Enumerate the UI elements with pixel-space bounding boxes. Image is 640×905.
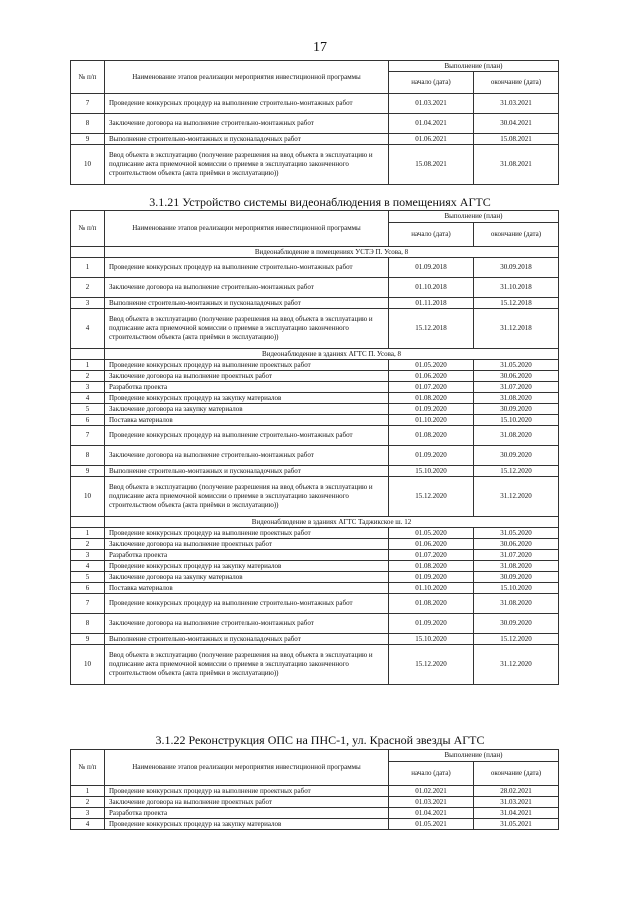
stage-name: Заключение договора на выполнение проектных работ [105, 797, 389, 808]
group-spacer [71, 247, 105, 258]
table-row [71, 561, 559, 572]
row-number: 3 [71, 298, 105, 309]
stage-name: Проведение конкурсных процедур на закупку материалов [105, 393, 389, 404]
end-date: 30.09.2018 [474, 258, 559, 278]
row-number: 4 [71, 309, 105, 349]
row-number: 1 [71, 258, 105, 278]
start-date: 15.12.2020 [389, 645, 474, 685]
start-date: 01.05.2020 [389, 528, 474, 539]
end-date: 30.04.2021 [474, 114, 559, 134]
table-row [71, 114, 559, 134]
stage-name: Заключение договора на выполнение проектных работ [105, 539, 389, 550]
end-date: 31.10.2018 [474, 278, 559, 298]
table-row [71, 360, 559, 371]
start-date: 15.10.2020 [389, 466, 474, 477]
end-date: 31.03.2021 [474, 797, 559, 808]
stage-name: Проведение конкурсных процедур на выполнение строительно-монтажных работ [105, 426, 389, 446]
table-row [71, 594, 559, 614]
table-row [71, 404, 559, 415]
start-date: 01.09.2020 [389, 572, 474, 583]
start-date: 01.10.2020 [389, 415, 474, 426]
table-row [71, 278, 559, 298]
table2-body [71, 247, 559, 685]
stage-name: Поставка материалов [105, 415, 389, 426]
row-number: 2 [71, 371, 105, 382]
row-number: 8 [71, 614, 105, 634]
end-date: 31.08.2020 [474, 561, 559, 572]
table-row [71, 572, 559, 583]
start-date: 01.07.2020 [389, 382, 474, 393]
stage-name: Выполнение строительно-монтажных и пусконаладочных работ [105, 634, 389, 645]
row-number: 2 [71, 539, 105, 550]
table-row [71, 808, 559, 819]
end-date: 30.09.2020 [474, 446, 559, 466]
row-number: 4 [71, 561, 105, 572]
stage-name: Проведение конкурсных процедур на выполнение строительно-монтажных работ [105, 94, 389, 114]
group-spacer [71, 517, 105, 528]
end-date: 31.12.2018 [474, 309, 559, 349]
start-date: 01.09.2020 [389, 614, 474, 634]
row-number: 6 [71, 583, 105, 594]
row-number: 9 [71, 134, 105, 145]
header-exec: Выполнение (план) [389, 211, 559, 223]
row-number: 5 [71, 572, 105, 583]
header-exec: Выполнение (план) [389, 750, 559, 762]
start-date: 01.04.2021 [389, 114, 474, 134]
stage-name: Заключение договора на выполнение строительно-монтажных работ [105, 114, 389, 134]
row-number: 6 [71, 415, 105, 426]
end-date: 30.09.2020 [474, 614, 559, 634]
table-row [71, 382, 559, 393]
start-date: 01.05.2020 [389, 360, 474, 371]
table-row [71, 309, 559, 349]
start-date: 01.05.2021 [389, 819, 474, 830]
table-row [71, 415, 559, 426]
table-ops-reconstruction [70, 749, 559, 830]
table-row [71, 371, 559, 382]
stage-name: Заключение договора на закупку материалов [105, 404, 389, 415]
stage-name: Заключение договора на выполнение строительно-монтажных работ [105, 614, 389, 634]
start-date: 01.09.2018 [389, 258, 474, 278]
row-number: 5 [71, 404, 105, 415]
stage-name: Разработка проекта [105, 550, 389, 561]
group-title: Видеонаблюдение в зданиях АГТС П. Усова, 8 [105, 349, 559, 360]
end-date: 15.12.2020 [474, 466, 559, 477]
start-date: 01.03.2021 [389, 797, 474, 808]
row-number: 1 [71, 528, 105, 539]
stage-name: Выполнение строительно-монтажных и пусконаладочных работ [105, 134, 389, 145]
row-number: 10 [71, 477, 105, 517]
stage-name: Проведение конкурсных процедур на закупку материалов [105, 561, 389, 572]
stage-name: Проведение конкурсных процедур на выполнение проектных работ [105, 528, 389, 539]
start-date: 01.06.2020 [389, 539, 474, 550]
header-start: начало (дата) [389, 762, 474, 786]
header-start: начало (дата) [389, 223, 474, 247]
row-number: 8 [71, 114, 105, 134]
start-date: 01.09.2020 [389, 446, 474, 466]
start-date: 01.04.2021 [389, 808, 474, 819]
header-num: № п/п [71, 61, 105, 94]
table-row [71, 134, 559, 145]
row-number: 9 [71, 634, 105, 645]
stage-name: Заключение договора на выполнение строительно-монтажных работ [105, 278, 389, 298]
start-date: 01.08.2020 [389, 561, 474, 572]
table-row [71, 477, 559, 517]
table-row [71, 466, 559, 477]
start-date: 01.08.2020 [389, 426, 474, 446]
start-date: 01.02.2021 [389, 786, 474, 797]
header-name: Наименование этапов реализации мероприятия инвестиционной программы [105, 750, 389, 786]
table-stages-continued [70, 60, 559, 185]
end-date: 31.03.2021 [474, 94, 559, 114]
start-date: 01.03.2021 [389, 94, 474, 114]
table-row [71, 426, 559, 446]
start-date: 01.06.2021 [389, 134, 474, 145]
stage-name: Ввод объекта в эксплуатацию (получение разрешения на ввод объекта в эксплуатацию и подписание акта приемочной комиссии о приемке в эксплуатацию законченного строительством объекта (акта приёмки в эксплуатацию)) [105, 477, 389, 517]
row-number: 9 [71, 466, 105, 477]
end-date: 31.07.2020 [474, 382, 559, 393]
stage-name: Проведение конкурсных процедур на выполнение проектных работ [105, 786, 389, 797]
end-date: 30.09.2020 [474, 572, 559, 583]
table1-body [71, 94, 559, 185]
stage-name: Заключение договора на выполнение проектных работ [105, 371, 389, 382]
row-number: 3 [71, 808, 105, 819]
row-number: 1 [71, 360, 105, 371]
row-number: 7 [71, 426, 105, 446]
end-date: 15.12.2018 [474, 298, 559, 309]
row-number: 10 [71, 645, 105, 685]
table-row [71, 550, 559, 561]
end-date: 31.05.2021 [474, 819, 559, 830]
header-num: № п/п [71, 750, 105, 786]
end-date: 15.08.2021 [474, 134, 559, 145]
end-date: 31.05.2020 [474, 360, 559, 371]
row-number: 7 [71, 94, 105, 114]
stage-name: Выполнение строительно-монтажных и пусконаладочных работ [105, 298, 389, 309]
stage-name: Проведение конкурсных процедур на закупку материалов [105, 819, 389, 830]
stage-name: Выполнение строительно-монтажных и пусконаладочных работ [105, 466, 389, 477]
header-name: Наименование этапов реализации мероприятия инвестиционной программы [105, 211, 389, 247]
row-number: 10 [71, 145, 105, 185]
start-date: 01.06.2020 [389, 371, 474, 382]
row-number: 3 [71, 382, 105, 393]
stage-name: Разработка проекта [105, 808, 389, 819]
table-row [71, 298, 559, 309]
start-date: 15.12.2020 [389, 477, 474, 517]
header-end: окончание (дата) [474, 223, 559, 247]
stage-name: Разработка проекта [105, 382, 389, 393]
end-date: 30.09.2020 [474, 404, 559, 415]
end-date: 28.02.2021 [474, 786, 559, 797]
end-date: 31.08.2020 [474, 426, 559, 446]
table-row [71, 645, 559, 685]
table-row [71, 94, 559, 114]
stage-name: Ввод объекта в эксплуатацию (получение разрешения на ввод объекта в эксплуатацию и подписание акта приемочной комиссии о приемке в эксплуатацию законченного строительством объекта (акта приёмки в эксплуатацию)) [105, 309, 389, 349]
section-title-3-1-21: 3.1.21 Устройство системы видеонаблюдения в помещениях АГТС [149, 195, 491, 209]
end-date: 31.08.2020 [474, 393, 559, 404]
header-name: Наименование этапов реализации мероприятия инвестиционной программы [105, 61, 389, 94]
start-date: 15.12.2018 [389, 309, 474, 349]
start-date: 15.10.2020 [389, 634, 474, 645]
table-row [71, 819, 559, 830]
table-row [71, 797, 559, 808]
table-row [71, 145, 559, 185]
table-row [71, 614, 559, 634]
table-row [71, 634, 559, 645]
group-row [71, 349, 559, 360]
row-number: 3 [71, 550, 105, 561]
row-number: 4 [71, 819, 105, 830]
end-date: 31.04.2021 [474, 808, 559, 819]
table-row [71, 528, 559, 539]
end-date: 15.10.2020 [474, 415, 559, 426]
stage-name: Проведение конкурсных процедур на выполнение строительно-монтажных работ [105, 594, 389, 614]
table-row [71, 446, 559, 466]
stage-name: Ввод объекта в эксплуатацию (получение разрешения на ввод объекта в эксплуатацию и подписание акта приемочной комиссии о приемке в эксплуатацию законченного строительством объекта (акта приёмки в эксплуатацию)) [105, 645, 389, 685]
group-title: Видеонаблюдение в зданиях АГТС Таджикское ш. 12 [105, 517, 559, 528]
end-date: 31.08.2021 [474, 145, 559, 185]
stage-name: Поставка материалов [105, 583, 389, 594]
start-date: 01.08.2020 [389, 393, 474, 404]
row-number: 2 [71, 278, 105, 298]
stage-name: Проведение конкурсных процедур на выполнение строительно-монтажных работ [105, 258, 389, 278]
end-date: 31.12.2020 [474, 477, 559, 517]
end-date: 31.12.2020 [474, 645, 559, 685]
header-end: окончание (дата) [474, 762, 559, 786]
table-row [71, 539, 559, 550]
row-number: 8 [71, 446, 105, 466]
section-title-3-1-22: 3.1.22 Реконструкция ОПС на ПНС-1, ул. Красной звезды АГТС [155, 733, 485, 747]
start-date: 01.07.2020 [389, 550, 474, 561]
end-date: 30.06.2020 [474, 539, 559, 550]
end-date: 31.05.2020 [474, 528, 559, 539]
start-date: 01.11.2018 [389, 298, 474, 309]
group-spacer [71, 349, 105, 360]
stage-name: Заключение договора на выполнение строительно-монтажных работ [105, 446, 389, 466]
start-date: 01.10.2018 [389, 278, 474, 298]
row-number: 4 [71, 393, 105, 404]
start-date: 01.10.2020 [389, 583, 474, 594]
header-end: окончание (дата) [474, 72, 559, 94]
header-num: № п/п [71, 211, 105, 247]
stage-name: Ввод объекта в эксплуатацию (получение разрешения на ввод объекта в эксплуатацию и подписание акта приемочной комиссии о приемке в эксплуатацию законченного строительством объекта (акта приёмки в эксплуатацию)) [105, 145, 389, 185]
table-row [71, 393, 559, 404]
start-date: 01.09.2020 [389, 404, 474, 415]
stage-name: Заключение договора на закупку материалов [105, 572, 389, 583]
table-row [71, 258, 559, 278]
page-number: 17 [313, 40, 327, 55]
end-date: 31.07.2020 [474, 550, 559, 561]
stage-name: Проведение конкурсных процедур на выполнение проектных работ [105, 360, 389, 371]
header-start: начало (дата) [389, 72, 474, 94]
start-date: 15.08.2021 [389, 145, 474, 185]
row-number: 7 [71, 594, 105, 614]
end-date: 31.08.2020 [474, 594, 559, 614]
end-date: 30.06.2020 [474, 371, 559, 382]
table3-body [71, 786, 559, 830]
group-row [71, 247, 559, 258]
end-date: 15.12.2020 [474, 634, 559, 645]
group-title: Видеонаблюдение в помещениях УСТЭ П. Усова, 8 [105, 247, 559, 258]
end-date: 15.10.2020 [474, 583, 559, 594]
header-exec: Выполнение (план) [389, 61, 559, 72]
row-number: 2 [71, 797, 105, 808]
row-number: 1 [71, 786, 105, 797]
group-row [71, 517, 559, 528]
table-video-surveillance [70, 210, 559, 685]
table-row [71, 583, 559, 594]
table-row [71, 786, 559, 797]
start-date: 01.08.2020 [389, 594, 474, 614]
